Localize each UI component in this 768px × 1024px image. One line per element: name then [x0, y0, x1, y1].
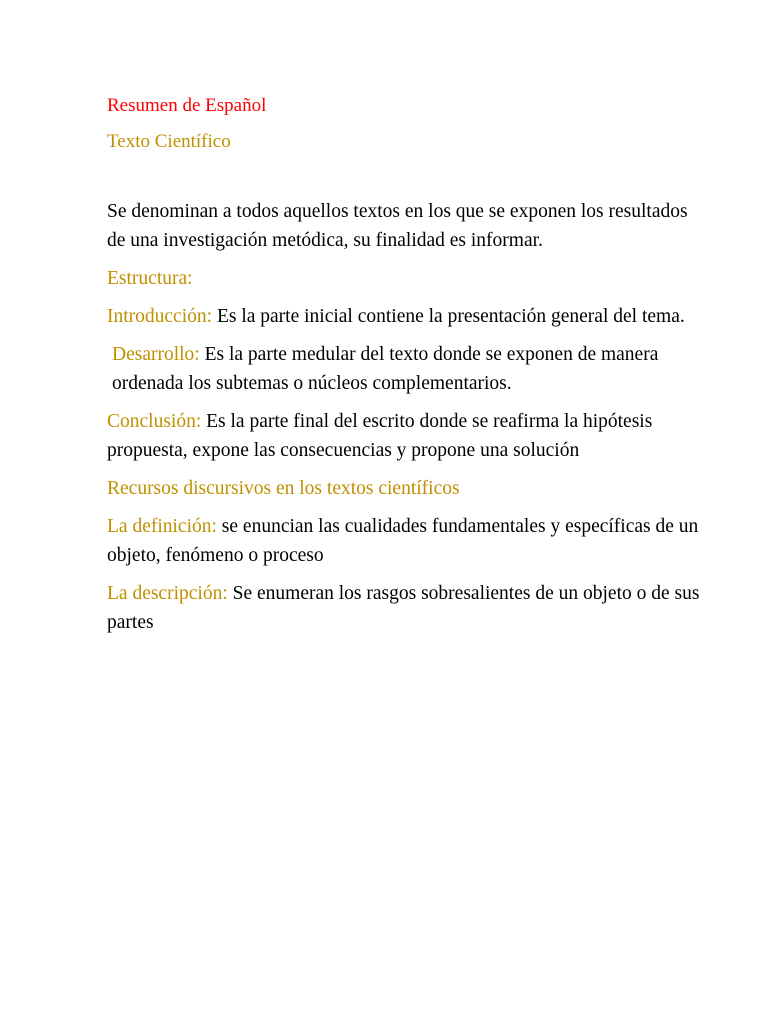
- structure-heading: Estructura:: [107, 268, 193, 289]
- document-title: Resumen de Español: [107, 95, 267, 116]
- structure-text: Es la parte inicial contiene la presentación general del tema.: [212, 306, 685, 327]
- blank-line: [107, 163, 707, 197]
- structure-text: Es la parte final del escrito donde se reafirma la hipótesis propuesta, expone las consecuencias y propone una solución: [107, 411, 653, 461]
- document-subtitle: Texto Científico: [107, 131, 231, 152]
- resources-heading: Recursos discursivos en los textos científicos: [107, 478, 460, 499]
- structure-text: Es la parte medular del texto donde se exponen de manera ordenada los subtemas o núcleos complementarios.: [112, 344, 659, 394]
- structure-item-introduccion: [107, 302, 707, 331]
- resource-text: Se enumeran los rasgos sobresalientes de un objeto o de sus partes: [107, 583, 700, 633]
- resource-item-descripcion: [107, 579, 707, 637]
- resource-item-definicion: [107, 512, 707, 570]
- structure-term: Conclusión:: [107, 411, 202, 432]
- resource-term: La descripción:: [107, 583, 228, 604]
- structure-item-conclusion: [107, 407, 707, 465]
- structure-term: Introducción:: [107, 306, 213, 327]
- intro-paragraph: Se denominan a todos aquellos textos en los que se exponen los resultados de una investigación metódica, su finalidad es informar.: [107, 201, 688, 251]
- document-content: [107, 91, 707, 646]
- resource-text: se enuncian las cualidades fundamentales y específicas de un objeto, fenómeno o proceso: [107, 516, 699, 566]
- resource-term: La definición:: [107, 516, 217, 537]
- structure-term: Desarrollo:: [112, 344, 200, 365]
- structure-item-desarrollo: [107, 340, 707, 398]
